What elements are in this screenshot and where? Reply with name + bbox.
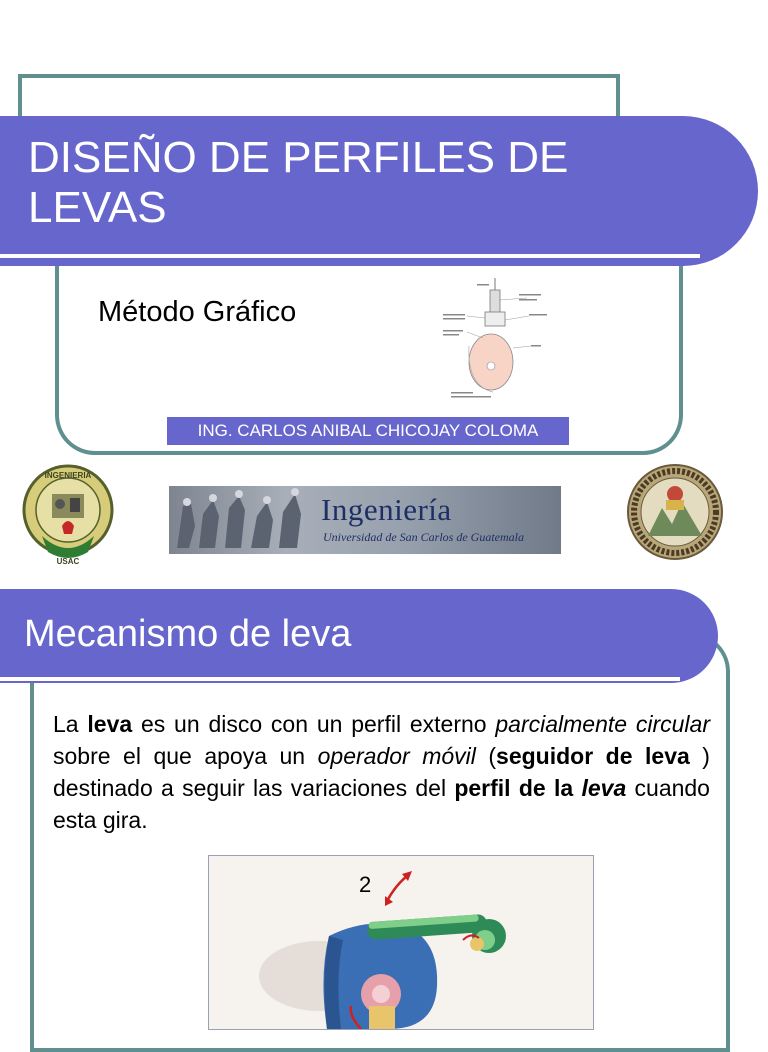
svg-text:INGENIERIA: INGENIERIA (44, 471, 92, 480)
cam-mechanism-figure (208, 855, 594, 1030)
slide2-body-paragraph (53, 708, 710, 836)
slide1-title: DISEÑO DE PERFILES DE LEVAS (28, 133, 569, 232)
slide1-title-rule (0, 254, 700, 258)
cam-mechanism-illustration (209, 856, 593, 1029)
engineering-faculty-seal (22, 464, 114, 568)
body-text-segment: ( (475, 743, 497, 769)
body-text-segment: leva (581, 775, 627, 801)
body-text-segment: La (53, 711, 88, 737)
body-text-segment: perfil de la (454, 775, 582, 801)
body-text-segment: leva (87, 711, 133, 737)
banner-subtitle: Universidad de San Carlos de Guatemala (323, 530, 524, 544)
ingenieria-banner (169, 486, 561, 554)
author-label: ING. CARLOS ANIBAL CHICOJAY COLOMA (167, 417, 569, 445)
slide1-subtitle: Método Gráfico (98, 296, 297, 328)
body-text-segment: ) destinado a seguir las variaciones del (53, 743, 710, 801)
banner-title: Ingeniería (321, 492, 452, 527)
svg-text:USAC: USAC (56, 557, 80, 566)
figure-label-2: 2 (359, 872, 372, 897)
body-text-segment: cuando esta gira. (53, 775, 710, 833)
slide2-title-rule (0, 677, 680, 681)
banner-sculpture-image (169, 486, 319, 554)
body-text-segment: es un disco con un perfil externo (132, 711, 496, 737)
body-text-segment: parcialmente circular (495, 711, 710, 737)
cam-follower-diagram (437, 276, 553, 402)
body-text-segment: seguidor de leva (496, 743, 690, 769)
usac-seal (626, 462, 724, 562)
body-text-segment: sobre el que apoya un (53, 743, 318, 769)
body-text-segment: operador móvil (317, 743, 476, 769)
slide2-title: Mecanismo de leva (24, 613, 352, 655)
